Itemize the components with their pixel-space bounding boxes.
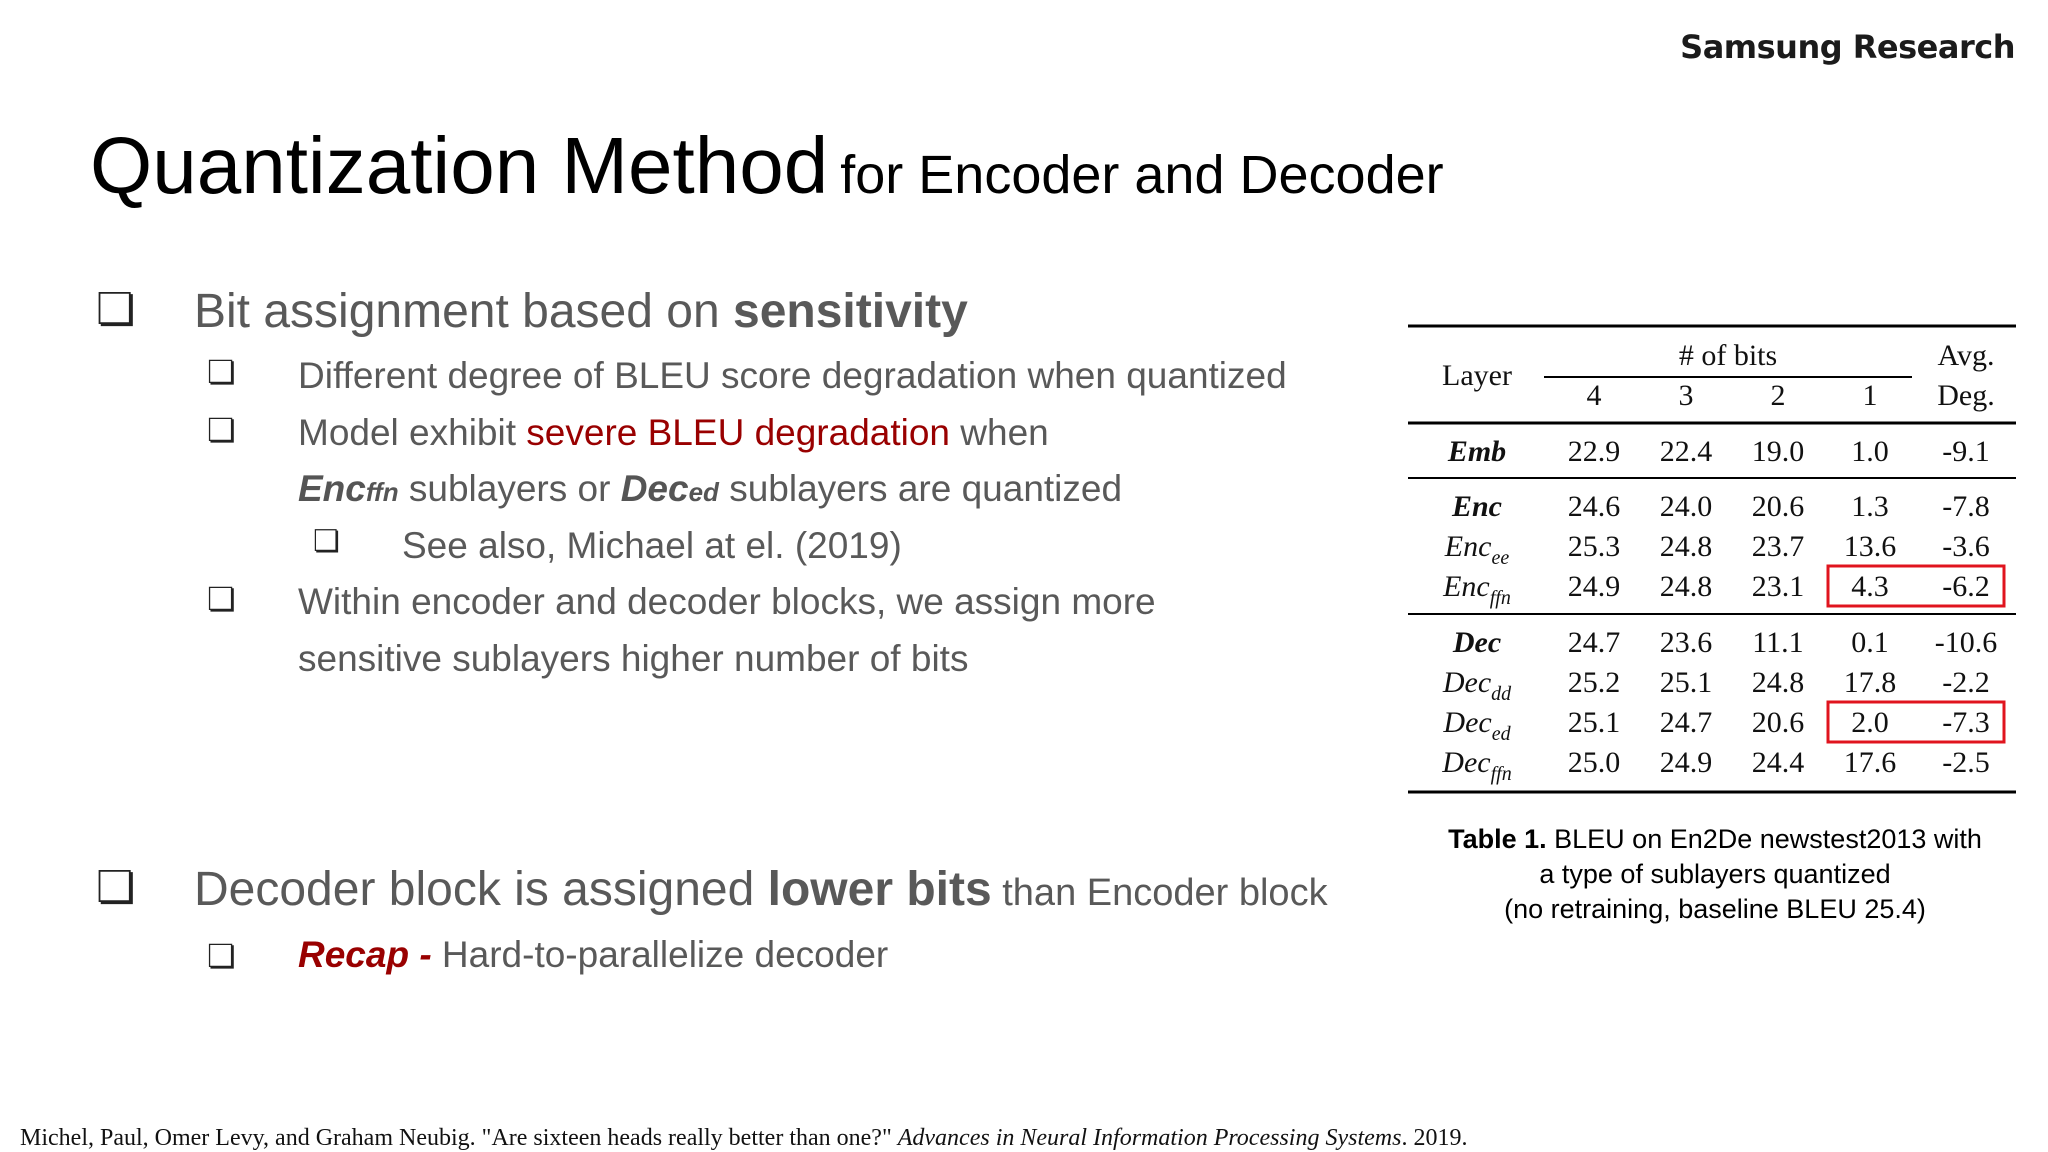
brand-logo: Samsung Research xyxy=(1680,28,2015,66)
bullet-recap xyxy=(298,934,888,976)
dec-subscript: ed xyxy=(688,477,719,507)
table-cell: 20.6 xyxy=(1751,490,1805,523)
table-cell: 24.0 xyxy=(1659,490,1713,523)
table-cell: 25.1 xyxy=(1567,706,1621,739)
bullet-within-blocks-cont: sensitive sublayers higher number of bits xyxy=(298,638,969,679)
bullet-sensitivity xyxy=(194,284,968,339)
slide-title xyxy=(90,120,1444,212)
table-cell: -2.2 xyxy=(1942,666,1990,699)
bullet-decoder-lower xyxy=(194,862,1328,917)
table-cell: 13.6 xyxy=(1843,530,1897,563)
bullet-bold: lower bits xyxy=(767,863,992,916)
row-layer-label: Dec$_{ffn}$ xyxy=(1442,746,1512,785)
table-cell: 17.6 xyxy=(1843,746,1897,779)
row-layer-label: Dec$_{ed}$ xyxy=(1443,706,1511,745)
footnote-venue: Advances in Neural Information Processing Systems xyxy=(897,1125,1402,1151)
table-cell: 24.8 xyxy=(1659,570,1713,603)
row-layer-label: Enc$_{ee}$ xyxy=(1444,530,1510,569)
bullet-box-icon: ❏ xyxy=(207,354,236,390)
bullet-severe xyxy=(298,412,1049,454)
bleu-table xyxy=(1404,320,2024,800)
table-cell: 25.3 xyxy=(1567,530,1621,563)
recap-label: Recap - xyxy=(298,934,432,975)
title-sub: for Encoder and Decoder xyxy=(840,145,1444,205)
caption-line: (no retraining, baseline BLEU 25.4) xyxy=(1504,894,1926,924)
row-layer-label: Enc xyxy=(1451,490,1503,523)
bullet-box-icon: ❏ xyxy=(96,285,136,334)
table-cell: 1.0 xyxy=(1851,435,1889,468)
header-bit-col: 2 xyxy=(1770,379,1786,412)
table-cell: -7.3 xyxy=(1942,706,1990,739)
table-cell: 17.8 xyxy=(1843,666,1897,699)
header-bit-col: 1 xyxy=(1862,379,1878,412)
table-cell: 24.9 xyxy=(1659,746,1713,779)
reference-footnote xyxy=(20,1125,1467,1152)
row-layer-label: Enc$_{ffn}$ xyxy=(1443,570,1511,609)
bleu-table-svg xyxy=(1404,320,2024,800)
enc-term: Enc xyxy=(298,468,366,509)
table-cell: 24.4 xyxy=(1751,746,1805,779)
caption-line: a type of sublayers quantized xyxy=(1539,859,1891,889)
footnote-text: Michel, Paul, Omer Levy, and Graham Neubig. "Are sixteen heads really better than one?" xyxy=(20,1125,898,1151)
table-cell: 0.1 xyxy=(1851,626,1889,659)
bullet-text: than Encoder block xyxy=(991,872,1328,914)
table-cell: 22.4 xyxy=(1659,435,1713,468)
table-cell: 23.1 xyxy=(1751,570,1805,603)
table-cell: 25.2 xyxy=(1567,666,1621,699)
bullet-degradation: Different degree of BLEU score degradation when quantized xyxy=(298,355,1287,396)
header-bit-col: 3 xyxy=(1678,379,1694,412)
bullet-sublayers xyxy=(298,468,1122,510)
table-cell: 24.8 xyxy=(1659,530,1713,563)
table-cell: 25.0 xyxy=(1567,746,1621,779)
table-cell: 19.0 xyxy=(1751,435,1805,468)
table-cell: -9.1 xyxy=(1942,435,1990,468)
table-cell: -10.6 xyxy=(1934,626,1998,659)
caption-line: BLEU on En2De newstest2013 with xyxy=(1546,824,1982,854)
header-bits: # of bits xyxy=(1678,339,1778,372)
table-cell: 24.8 xyxy=(1751,666,1805,699)
table-cell: 25.1 xyxy=(1659,666,1713,699)
bullet-text: sublayers are quantized xyxy=(718,468,1123,509)
table-cell: 4.3 xyxy=(1851,570,1889,603)
table-cell: -2.5 xyxy=(1942,746,1990,779)
bullet-text: Hard-to-parallelize decoder xyxy=(431,934,889,975)
bullet-text: Model exhibit xyxy=(298,412,527,453)
table-cell: -7.8 xyxy=(1942,490,1990,523)
bullet-see-also: See also, Michael at el. (2019) xyxy=(402,525,902,566)
table-cell: 1.3 xyxy=(1851,490,1889,523)
bullet-box-icon: ❏ xyxy=(313,525,340,558)
table-cell: 24.7 xyxy=(1659,706,1713,739)
dec-term: Dec xyxy=(620,468,689,509)
header-bit-col: 4 xyxy=(1586,379,1602,412)
table-cell: 2.0 xyxy=(1851,706,1889,739)
table-cell: 24.7 xyxy=(1567,626,1621,659)
row-layer-label: Dec$_{dd}$ xyxy=(1442,666,1512,705)
caption-label: Table 1. xyxy=(1448,824,1547,854)
table-caption xyxy=(1395,822,2035,927)
header-deg: Deg. xyxy=(1937,379,1995,412)
bullet-box-icon: ❏ xyxy=(207,938,236,974)
table-cell: -6.2 xyxy=(1942,570,1990,603)
bullet-text: Bit assignment based on xyxy=(194,285,733,338)
table-cell: 24.9 xyxy=(1567,570,1621,603)
bullet-within-blocks: Within encoder and decoder blocks, we assign more xyxy=(298,581,1156,622)
bullet-highlight: severe BLEU degradation xyxy=(526,412,951,453)
bullet-text: when xyxy=(950,412,1049,453)
title-main: Quantization Method xyxy=(90,121,829,210)
table-cell: 20.6 xyxy=(1751,706,1805,739)
bullet-text: Decoder block is assigned xyxy=(194,863,768,916)
row-layer-label: Dec xyxy=(1452,626,1502,659)
bullet-box-icon: ❏ xyxy=(207,412,236,448)
bullet-text: sublayers or xyxy=(398,468,621,509)
table-cell: 11.1 xyxy=(1752,626,1804,659)
row-layer-label: Emb xyxy=(1447,435,1507,468)
table-cell: 23.6 xyxy=(1659,626,1713,659)
header-avg: Avg. xyxy=(1937,339,1995,372)
table-cell: 24.6 xyxy=(1567,490,1621,523)
bullet-box-icon: ❏ xyxy=(207,581,236,617)
header-layer: Layer xyxy=(1442,359,1512,392)
bullet-bold: sensitivity xyxy=(733,285,968,338)
table-cell: 22.9 xyxy=(1567,435,1621,468)
enc-subscript: ffn xyxy=(365,477,399,507)
table-cell: -3.6 xyxy=(1942,530,1990,563)
table-cell: 23.7 xyxy=(1751,530,1805,563)
footnote-text: . 2019. xyxy=(1401,1125,1468,1151)
bullet-box-icon: ❏ xyxy=(96,863,136,912)
